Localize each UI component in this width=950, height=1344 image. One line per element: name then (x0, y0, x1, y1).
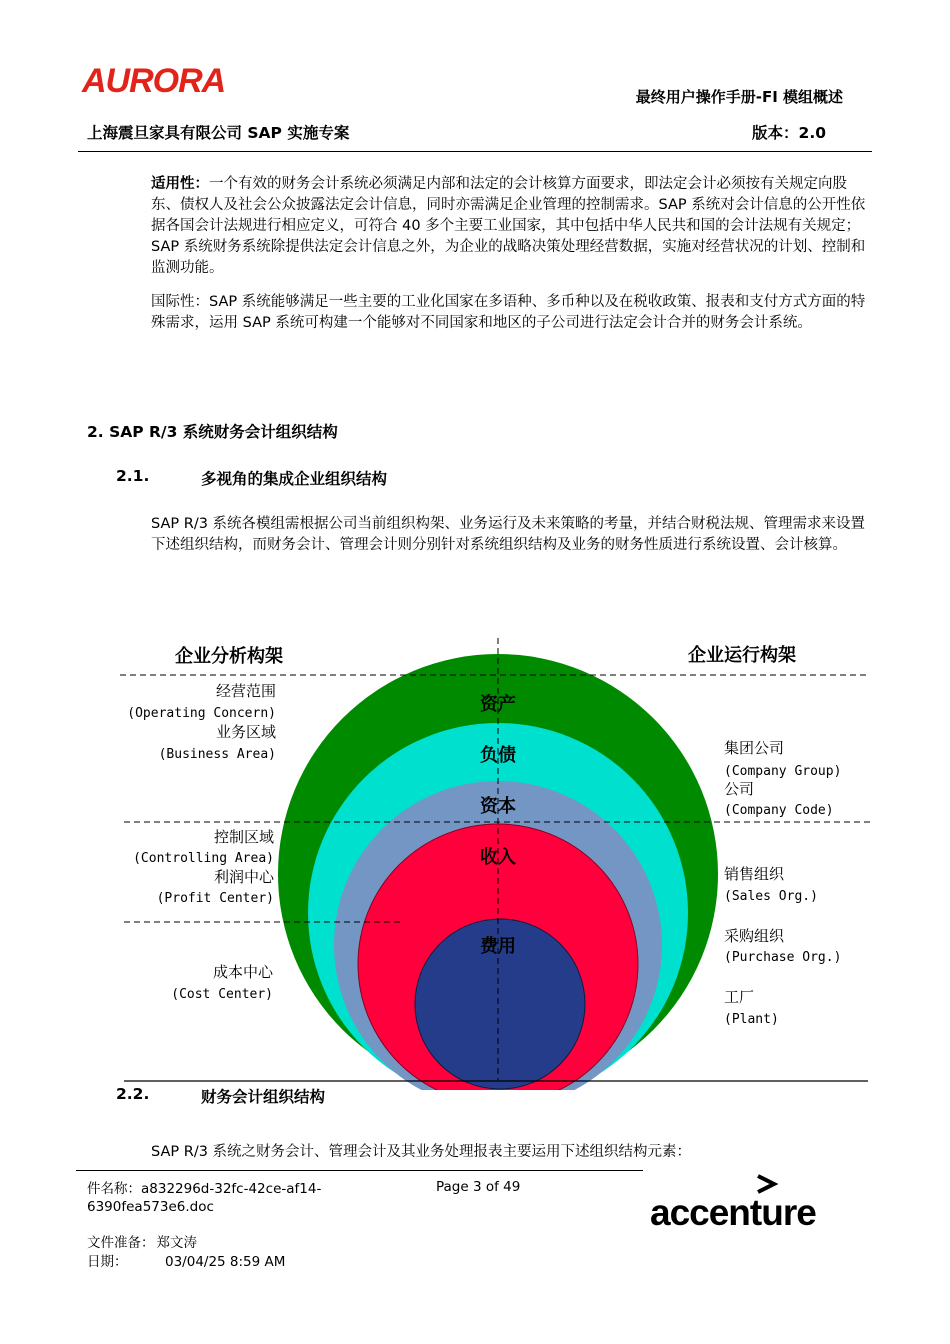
right-title: 企业运行构架 (688, 645, 796, 666)
left-label-business-area-cn: 业务区域 (215, 723, 276, 741)
filename-line-1: a832296d-32fc-42ce-af14- (141, 1181, 322, 1197)
filename-line-2: 6390fea573e6.doc (87, 1199, 214, 1215)
left-label-controlling-area-en: (Controlling Area) (133, 851, 274, 866)
right-label-plant-cn: 工厂 (724, 988, 755, 1006)
project-name: 上海震旦家具有限公司 SAP 实施专案 (87, 124, 350, 142)
section-2-heading: 2. SAP R/3 系统财务会计组织结构 (87, 423, 338, 441)
right-label-plant-en: (Plant) (724, 1012, 779, 1027)
accenture-wordmark: accenture (650, 1192, 816, 1232)
right-label-company-code-en: (Company Code) (724, 803, 834, 818)
applicability-label: 适用性： (151, 176, 209, 192)
prepared-by (87, 1234, 197, 1252)
left-label-operating-concern-en: (Operating Concern) (127, 706, 276, 721)
ring-label-expense: 费用 (480, 936, 516, 957)
right-label-purchase-org-en: (Purchase Org.) (724, 950, 842, 965)
left-label-controlling-area-cn: 控制区域 (213, 828, 274, 846)
section-2-2-title: 财务会计组织结构 (201, 1088, 326, 1106)
section-2-2-text: SAP R/3 系统之财务会计、管理会计及其业务处理报表主要运用下述组织结构元素： (151, 1144, 692, 1160)
header-divider (78, 151, 872, 152)
left-label-profit-center-en: (Profit Center) (156, 891, 274, 906)
left-label-operating-concern-cn: 经营范围 (215, 682, 276, 700)
ring-label-equity: 资本 (480, 796, 516, 817)
right-label-sales-org-en: (Sales Org.) (724, 889, 818, 904)
accenture-logo (650, 1170, 838, 1232)
right-label-sales-org-cn: 销售组织 (724, 865, 785, 883)
accenture-chevron-icon (758, 1176, 774, 1192)
page-number: Page 3 of 49 (436, 1179, 521, 1195)
version-label: 版本：2.0 (752, 124, 826, 142)
left-label-profit-center-cn: 利润中心 (213, 868, 274, 886)
internationality-paragraph: 国际性：SAP 系统能够满足一些主要的工业化国家在多语种、多币种以及在税收政策、报表和支付方式方面的特殊需求，运用 SAP 系统可构建一个能够对不同国家和地区的子公司进行法定会计合并的财务会计系统。 (151, 294, 866, 331)
left-label-business-area-en: (Business Area) (158, 747, 276, 762)
ring-label-liabilities: 负债 (480, 745, 516, 766)
filename-label: 件名称： (87, 1181, 141, 1197)
left-label-cost-center-en: (Cost Center) (171, 987, 273, 1002)
aurora-logo: AURORA (82, 62, 226, 100)
applicability-paragraph (151, 174, 867, 279)
left-title: 企业分析构架 (175, 646, 283, 667)
org-structure-diagram (118, 630, 874, 1090)
applicability-text: 一个有效的财务会计系统必须满足内部和法定的会计核算方面要求，即法定会计必须按有关规定向股东、债权人及社会公众披露法定会计信息，同时亦需满足企业管理的控制需求。SAP 系统对会计信息的公开性依据各国会计法规进行相应定义，可符合 40 多个主要工业国家，其中包括中华人民共和国的会计法规有关规定； SAP 系统财务系统除提供法定会计信息之外，为企业的战略决策处理经营数据，实施对经营状况的计划、控制和监测功能。 (151, 176, 868, 276)
ring-label-assets: 资产 (480, 694, 516, 715)
prepared-label: 文件准备： (87, 1235, 155, 1251)
date-label: 日期： (87, 1254, 128, 1270)
right-label-company-group-en: (Company Group) (724, 764, 842, 779)
section-2-1-title: 多视角的集成企业组织结构 (201, 470, 388, 488)
section-2-2-number: 2.2. (116, 1085, 150, 1103)
footer-filename (87, 1180, 321, 1216)
left-label-cost-center-cn: 成本中心 (212, 963, 273, 981)
right-label-company-code-cn: 公司 (724, 780, 755, 798)
right-label-purchase-org-cn: 采购组织 (724, 927, 785, 945)
prepared-value: 郑文涛 (156, 1235, 197, 1251)
section-2-1-text: SAP R/3 系统各模组需根据公司当前组织构架、业务运行及未来策略的考量，并结合财税法规、管理需求来设置下述组织结构，而财务会计、管理会计则分别针对系统组织结构及业务的财务性质进行系统设置、会计核算。 (151, 516, 866, 553)
footer-divider (76, 1170, 643, 1171)
right-label-company-group-cn: 集团公司 (724, 739, 785, 757)
date-value: 03/04/25 8:59 AM (165, 1254, 286, 1270)
ring-label-revenue: 收入 (480, 847, 516, 868)
doc-title: 最终用户操作手册-FI 模组概述 (635, 88, 843, 106)
section-2-1-number: 2.1. (116, 467, 150, 485)
date-row (87, 1253, 285, 1271)
